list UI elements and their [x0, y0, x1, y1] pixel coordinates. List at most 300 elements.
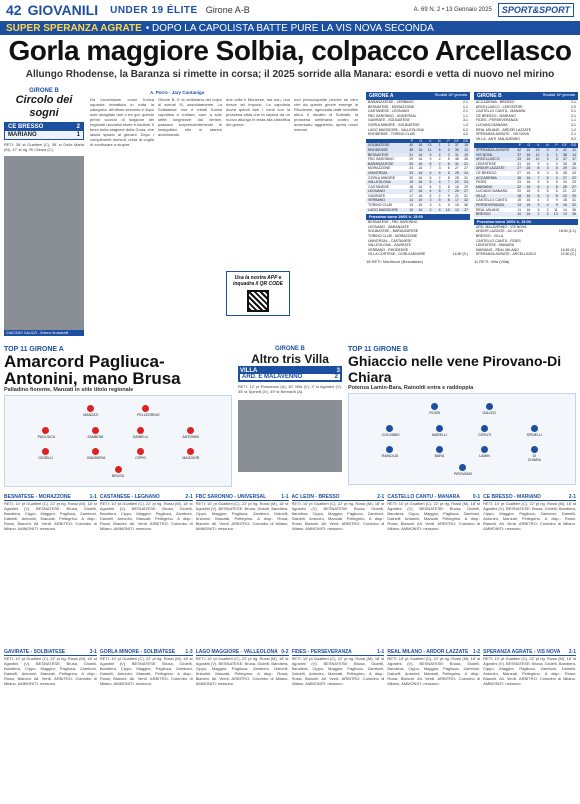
- next-match-row-teams: UNIVERSAL - CASTANESE: [368, 238, 412, 243]
- goals-text: RETI: 38' st Gualtieri (C), 38' st Della Maria (M), 47' st rig. Ri Chiara (C).: [4, 142, 84, 152]
- standings-cell: BRESSO: [476, 212, 491, 217]
- standings-cell: 4: [555, 175, 558, 180]
- player-shirt-icon: [436, 446, 443, 453]
- girone-mid-title: Altro tris Villa: [251, 352, 329, 366]
- result-row-teams: CE BRESSO - MARIANO: [476, 113, 516, 118]
- standings-cell: 6: [447, 166, 450, 171]
- formation-field-b: [348, 393, 576, 485]
- player-marker: [431, 446, 447, 458]
- sub-headline: Allungo Rhodense, la Baranza si rimette in corsa; il 2025 sorride alla Manara: esordi e vetta di nuovo nel mirino: [25, 69, 555, 80]
- standings-cell: 16: [526, 161, 531, 166]
- match-report-text: RETI: 10' pt Gualtieri (C), 22' pt rig. Rossi (M), 18' st Agostini (V). BESNATESE: Brusa, Gioielli, Bandiera, Cippo, Maggior, Pagliuca, Zamboni, Dainelli, Antonini, Manzati, Pellegrino. A disp.: Rossi, Bianchi. All. Verdi. ARBITRO: Colombo di Milano. AMMONITI: nessuno.: [387, 501, 481, 531]
- player-shirt-icon: [531, 425, 538, 432]
- standings-cell: 7: [447, 189, 450, 194]
- standings-cell: 22: [454, 180, 459, 185]
- standings-cell: BESNATESE: [368, 152, 389, 157]
- player-marker: [87, 448, 106, 461]
- standings-cell: 31: [572, 198, 576, 203]
- standings-cell: 14: [572, 152, 576, 157]
- standings-col-header: N: [546, 143, 549, 148]
- standings-cell: 3: [555, 157, 558, 162]
- standings-cell: VALLEOLONA: [368, 180, 391, 185]
- player-name: BANDIERA: [87, 456, 106, 461]
- standings-cell: 6: [555, 184, 558, 189]
- standings-cell: 16: [526, 175, 531, 180]
- standings-cell: VERBANO: [368, 198, 386, 203]
- match-report: [387, 494, 480, 646]
- match-score: 1-1: [377, 648, 385, 655]
- standings-cell: 9: [555, 198, 558, 203]
- player-name: COLOMBO: [381, 432, 400, 437]
- result-row: [474, 137, 578, 142]
- player-marker: [526, 425, 542, 437]
- standings-cell: 13: [562, 212, 567, 217]
- standings-cell: 48: [454, 157, 459, 162]
- standings-cell: 37: [454, 143, 459, 148]
- standings-cell: 16: [418, 198, 423, 203]
- player-name: ANTONINI: [182, 434, 199, 439]
- player-shirt-icon: [187, 427, 194, 434]
- standings-cell: 27: [464, 166, 468, 171]
- standings-cell: 10: [517, 212, 522, 217]
- result-row-teams: GORLA MINORE - SOLBIATESE: [368, 122, 420, 127]
- score-box: [4, 122, 84, 140]
- match-report-header: [292, 494, 385, 501]
- standings-cell: 20: [454, 189, 459, 194]
- standings-col-header: GF: [453, 138, 459, 143]
- result-row-teams: CASTELLO CANTÙ - MANARA: [476, 109, 526, 114]
- match-report-header: [292, 649, 385, 656]
- category-label: UNDER 19 ÉLITE: [110, 4, 198, 16]
- standings-cell: 16: [526, 166, 531, 171]
- standings-cell: VILLA: [476, 193, 486, 198]
- player-marker: [382, 425, 398, 437]
- next-match-row-score: 18:00 (1-1): [558, 229, 576, 234]
- standings-cell: 3: [438, 166, 441, 171]
- match-teams: CE BRESSO - MARIANO: [483, 494, 541, 500]
- standings-cell: CASTANESE: [368, 184, 389, 189]
- standings-cell: 10: [553, 212, 558, 217]
- standings-cell: 15: [454, 203, 459, 208]
- player-marker: [133, 448, 149, 460]
- standings-cell: 2: [546, 207, 549, 212]
- standings-cell: 18: [562, 198, 567, 203]
- standings-cell: ARDOR LAZZATE: [476, 166, 505, 171]
- standings-cell: 2: [438, 193, 441, 198]
- standings-cell: FIDES: [476, 180, 487, 185]
- player-shirt-icon: [481, 425, 488, 432]
- standings-cell: 18: [409, 184, 414, 189]
- standings-cell: 21: [562, 189, 567, 194]
- player-photo: [4, 156, 84, 336]
- standings-cell: 16: [526, 184, 531, 189]
- player-marker: [477, 425, 493, 437]
- standings-cell: 3: [546, 198, 549, 203]
- match-report-text: RETI: 10' pt Gualtieri (C), 22' pt rig. Rossi (M), 18' st Agostini (V). BESNATESE: Brusa, Gioielli, Bandiera, Cippo, Maggior, Pagliuca, Zamboni, Dainelli, Antonini, Manzati, Pellegrino. A disp.: Rossi, Bianchi. All. Verdi. ARBITRO: Colombo di Milano. AMMONITI: nessuno.: [99, 655, 193, 686]
- standings-cell: 36: [572, 207, 576, 212]
- player-shirt-icon: [531, 446, 538, 453]
- standings-cell: 32: [464, 198, 468, 203]
- standings-cell: 27: [517, 170, 522, 175]
- result-row-teams: FBC SARONNO - UNIVERSAL: [368, 113, 417, 118]
- player-marker: [431, 425, 447, 437]
- match-report-header: [387, 494, 480, 501]
- standings-cell: 5: [429, 180, 432, 185]
- app-promo[interactable]: Usa la nostra APP e inquadra il QR CODE: [226, 271, 290, 316]
- standings-cell: 2: [438, 175, 441, 180]
- result-row-teams: REAL MILANO - ARDOR LAZZATE: [476, 127, 532, 132]
- match-report-text: RETI: 10' pt Gualtieri (C), 22' pt rig. Rossi (M), 18' st Agostini (V). BESNATESE: Brusa, Gioielli, Bandiera, Cippo, Maggior, Pagliuca, Zamboni, Dainelli, Antonini, Manzati, Pellegrino. A disp.: Rossi, Bianchi. All. Verdi. ARBITRO: Colombo di Milano. AMMONITI: nessuno.: [291, 655, 385, 686]
- standings-cell: 7: [447, 180, 450, 185]
- next-match-row-teams: VALLEOLONA - GAVIRATE: [368, 243, 411, 248]
- player-shirt-icon: [481, 446, 488, 453]
- standings-cell: 10: [409, 207, 414, 212]
- standings-cell: 9: [447, 193, 450, 198]
- match-score: 2-1: [568, 648, 576, 655]
- player-shirt-icon: [137, 427, 144, 434]
- match-score: 3-1: [89, 648, 97, 655]
- standings-col-header: N: [438, 138, 441, 143]
- standings-cell: 5: [438, 147, 441, 152]
- standings-cell: 5: [429, 184, 432, 189]
- standings-cell: 24: [572, 170, 576, 175]
- standings-cell: 11: [517, 207, 522, 212]
- match-report-text: RETI: 10' pt Gualtieri (C), 22' pt rig. Rossi (M), 18' st Agostini (V). BESNATESE: Brusa, Gioielli, Bandiera, Cippo, Maggior, Pagliuca, Zamboni, Dainelli, Antonini, Manzati, Pellegrino. A disp.: Rossi, Bianchi. All. Verdi. ARBITRO: Colombo di Milano. AMMONITI: nessuno.: [291, 501, 385, 531]
- standings-cell: 12: [464, 147, 468, 152]
- standings-cell: ARCELLASCO: [476, 157, 500, 162]
- standings-cell: 15: [464, 143, 468, 148]
- match-report: [4, 649, 97, 801]
- article-col-1: Da incorniciare, come l'unica squadra imbattuta in tutta la categoria, all'ultimo secondo e dopo aver sbagliato due o tre gol: questo primo scorcio di stagione dei regionali racconta storie e risultati. Il terzo della stagione della Gorla, che lascia spazio ai giovani. Dopo i complimenti ricevuti, resta la voglia di continuare a stupire.: [90, 97, 154, 147]
- top11-a-label: TOP 11 GIRONE A: [4, 346, 64, 353]
- standings-cell: 24: [562, 180, 567, 185]
- standings-cell: 9: [429, 157, 432, 162]
- standings-cell: 17: [409, 189, 414, 194]
- standings-cell: 41: [562, 147, 567, 152]
- standings-cell: 5: [546, 189, 549, 194]
- standings-cell: 6: [447, 161, 450, 166]
- standings-cell: 31: [409, 152, 414, 157]
- standings-cell: 28: [562, 170, 567, 175]
- standings-cell: 13: [535, 147, 540, 152]
- standings-cell: 2: [429, 207, 432, 212]
- result-row-score: 1-2: [570, 127, 576, 132]
- standings-cell: 9: [537, 161, 540, 166]
- standings-cell: 16: [526, 212, 531, 217]
- standings-cell: 8: [447, 198, 450, 203]
- standings-cell: 29: [562, 166, 567, 171]
- standings-cell: SOLBIATESE: [368, 143, 390, 148]
- match-report-header: [387, 649, 480, 656]
- qr-code-icon[interactable]: [247, 290, 269, 312]
- girone-a-next: [366, 220, 470, 257]
- standings-cell: 12: [454, 207, 459, 212]
- standings-cell: 31: [454, 152, 459, 157]
- result-row-score: 1-1: [462, 104, 468, 109]
- match-report-text: RETI: 10' pt Gualtieri (C), 22' pt rig. Rossi (M), 18' st Agostini (V). BESNATESE: Brusa, Gioielli, Bandiera, Cippo, Maggior, Pagliuca, Zamboni, Dainelli, Antonini, Manzati, Pellegrino. A disp.: Rossi, Bianchi. All. Verdi. ARBITRO: Colombo di Milano. AMMONITI: nessuno.: [195, 501, 289, 531]
- match-report-header: [196, 649, 289, 656]
- standings-cell: 8: [537, 166, 540, 171]
- standings-cell: 5: [546, 175, 549, 180]
- standings-cell: 29: [409, 157, 414, 162]
- standings-cell: 28: [464, 157, 468, 162]
- standings-cell: 16: [418, 207, 423, 212]
- standings-cell: 19: [464, 152, 468, 157]
- player-marker: [526, 446, 542, 462]
- match-score: 1-1: [281, 494, 289, 500]
- girone-a-results: [366, 100, 470, 137]
- kicker-highlight: SUPER SPERANZA AGRATE: [6, 22, 142, 34]
- player-name: MAGGIOR: [182, 456, 200, 461]
- standings-cell: 2: [438, 157, 441, 162]
- standings-cell: LUCIANO MANARA: [476, 189, 508, 194]
- standings-cell: 21: [464, 161, 468, 166]
- result-row-teams: LAGO MAGGIORE - VALLEOLONA: [368, 127, 424, 132]
- standings-cell: 11: [572, 147, 576, 152]
- standings-cell: 5: [447, 170, 450, 175]
- player-shirt-icon: [92, 427, 99, 434]
- girone-b-standings: [474, 143, 578, 217]
- standings-cell: 37: [464, 207, 468, 212]
- standings-cell: 27: [517, 166, 522, 171]
- standings-cell: 14: [562, 207, 567, 212]
- player-shirt-icon: [115, 466, 122, 473]
- player-name: ZAMBONI: [87, 434, 104, 439]
- next-match-row-score: 14:30 (S.): [452, 252, 468, 257]
- standings-cell: 5: [438, 198, 441, 203]
- standings-cell: 22: [517, 184, 522, 189]
- standings-cell: 4: [537, 198, 540, 203]
- player-shirt-icon: [486, 403, 493, 410]
- standings-cell: 22: [572, 175, 576, 180]
- result-row-teams: BARANZATESE - VERBANO: [368, 100, 414, 104]
- standings-cell: 40: [409, 143, 414, 148]
- standings-cell: 11: [535, 152, 540, 157]
- standings-cell: 4: [546, 203, 549, 208]
- standings-cell: 4: [546, 184, 549, 189]
- standings-col-header: GS: [462, 138, 468, 143]
- result-row-score: 1-3: [462, 122, 468, 127]
- standings-cell: RHODENSE: [368, 147, 388, 152]
- standings-cell: PERSEVERANZA: [476, 203, 505, 208]
- match-report: [483, 494, 576, 646]
- match-report: [196, 494, 289, 646]
- girone-b-next: [474, 225, 578, 257]
- standings-cell: 24: [409, 166, 414, 171]
- player-name: DI CHIARA: [527, 454, 541, 463]
- player-name: PAGLIUCA: [37, 434, 56, 439]
- standings-cell: 27: [464, 189, 468, 194]
- player-name: LAMIN: [479, 454, 490, 459]
- player-shirt-icon: [431, 403, 438, 410]
- article-col-4: non preoccupante perché se vero che da questo girone emerge la Rhodense, agevolata dalle sconfitte altrui. Il riscatto di Solbiate, la prossima settimana contro un avversario agguerrito, aprirà nuovi scenari.: [294, 97, 358, 132]
- article: [90, 90, 362, 340]
- result-row-score: 2-0: [570, 104, 576, 109]
- match-teams: REAL MILANO - ARDOR LAZZATE: [387, 648, 469, 655]
- standings-cell: 16: [418, 170, 423, 175]
- player-name: BARA: [434, 454, 445, 459]
- match-report-header: [4, 494, 97, 501]
- match-report-text: RETI: 10' pt Gualtieri (C), 22' pt rig. Rossi (M), 18' st Agostini (V). BESNATESE: Brusa, Gioielli, Bandiera, Cippo, Maggior, Pagliuca, Zamboni, Dainelli, Antonini, Manzati, Pellegrino. A disp.: Rossi, Bianchi. All. Verdi. ARBITRO: Colombo di Milano. AMMONITI: nessuno.: [4, 655, 97, 686]
- match-report-text: RETI: 10' pt Gualtieri (C), 22' pt rig. Rossi (M), 18' st Agostini (V). BESNATESE: Brusa, Gioielli, Bandiera, Cippo, Maggior, Pagliuca, Zamboni, Dainelli, Antonini, Manzati, Pellegrino. A disp.: Rossi, Bianchi. All. Verdi. ARBITRO: Colombo di Milano. AMMONITI: nessuno.: [4, 501, 97, 531]
- article-author: A. Porro - Jary Cuntaniga: [150, 90, 205, 95]
- result-row-teams: RHODENSE - TORINO CLUB: [368, 132, 415, 137]
- standings-col-header: P: [410, 138, 414, 143]
- standings-cell: 16: [526, 198, 531, 203]
- standings-cell: 16: [526, 147, 531, 152]
- standings-col-header: G: [419, 138, 423, 143]
- standings-cell: 9: [429, 152, 432, 157]
- player-marker: [38, 427, 54, 439]
- girone-a-scorers: 18 RETI: Manfrucci (Besnatese): [366, 259, 423, 264]
- kicker-text: • DOPO LA CAPOLISTA BATTE PURE LA VIS NOVA SECONDA: [145, 22, 434, 34]
- standings-cell: 15: [517, 198, 522, 203]
- standings-cell: 5: [555, 166, 558, 171]
- player-marker: [110, 466, 126, 478]
- girone-b-header: GIRONE B Risultati 16ª giornata: [474, 92, 578, 100]
- standings-cell: 16: [526, 170, 531, 175]
- match-teams: GAVIRATE - SOLBIATESE: [4, 648, 66, 655]
- standings-cell: 5: [447, 157, 450, 162]
- standings-cell: 5: [438, 189, 441, 194]
- standings-cell: REAL MILANO: [476, 207, 500, 212]
- standings-cell: 3: [537, 203, 540, 208]
- top11-b-label: TOP 11 GIRONE B: [348, 346, 409, 353]
- standings-cell: GORLA MINORE: [368, 175, 396, 180]
- girone-b-results: [474, 100, 578, 141]
- player-shirt-icon: [386, 425, 393, 432]
- standings-cell: 3: [555, 161, 558, 166]
- standings-cell: 24: [464, 180, 468, 185]
- next-match-row-teams: LENTATESE - MANARA: [476, 243, 514, 248]
- standings-cell: 3: [438, 184, 441, 189]
- player-marker: [477, 446, 493, 458]
- standings-cell: 26: [517, 175, 522, 180]
- photo-caption: GIACOMO GALIZZI - Entra e fa sfracelli: [4, 330, 84, 336]
- player-marker: [182, 427, 198, 439]
- standings-cell: 13: [517, 203, 522, 208]
- standings-cell: 16: [418, 147, 423, 152]
- standings-cell: 10: [445, 207, 450, 212]
- next-match-row-teams: BESNATESE - FBC SARONNO: [368, 220, 418, 225]
- standings-cell: 3: [546, 193, 549, 198]
- standings-cell: 5: [555, 180, 558, 185]
- player-name: GALIZZI: [482, 411, 496, 415]
- player-name: SPINELLI: [526, 432, 542, 437]
- match-report: [292, 649, 385, 801]
- girone-mid-goals: RETI: 12' pt Romanoni (A), 30' Villa (V), 3' st Agostini (V), 35' st Spinelli (V), 49' st Bernardi (A).: [238, 384, 342, 394]
- standings-cell: 5: [438, 170, 441, 175]
- player-marker: [38, 448, 54, 460]
- standings-cell: 29: [572, 193, 576, 198]
- standings-cell: 16: [526, 193, 531, 198]
- standings-cell: 16: [418, 161, 423, 166]
- standings-cell: GAVIRATE: [368, 193, 386, 198]
- standings-cell: 10: [535, 157, 540, 162]
- match-report-text: RETI: 10' pt Gualtieri (C), 22' pt rig. Rossi (M), 18' st Agostini (V). BESNATESE: Brusa, Gioielli, Bandiera, Cippo, Maggior, Pagliuca, Zamboni, Dainelli, Antonini, Manzati, Pellegrino. A disp.: Rossi, Bianchi. All. Verdi. ARBITRO: Colombo di Milano. AMMONITI: nessuno.: [483, 655, 576, 686]
- standings-cell: 16: [418, 193, 423, 198]
- standings-cell: 7: [537, 175, 540, 180]
- standings-cell: 6: [537, 184, 540, 189]
- standings-cell: 16: [526, 189, 531, 194]
- standings-cell: 33: [517, 157, 522, 162]
- standings-cell: 31: [464, 193, 468, 198]
- player-marker: [87, 427, 103, 439]
- player-name: PIROVANO: [454, 472, 473, 477]
- result-row-score: 0-2: [462, 127, 468, 132]
- score-team-1: CE BRESSO 2: [5, 123, 83, 131]
- standings-cell: 20: [562, 193, 567, 198]
- top11-a-title: Amarcord Pagliuca-Antonini, mano Brusa: [4, 352, 181, 388]
- player-name: MANZATI: [83, 413, 99, 417]
- match-report-header: [483, 494, 576, 501]
- result-row-score: 3-2: [570, 136, 576, 141]
- standings-cell: 28: [454, 175, 459, 180]
- section-title: GIOVANILI: [27, 2, 99, 18]
- match-teams: SPERANZA AGRATE - VIS NOVA: [483, 648, 561, 655]
- girone-mid-score: VILLA 3 ARD. E MALAVENNO 2: [240, 368, 340, 380]
- standings-col-header: GF: [561, 143, 567, 148]
- standings-cell: 11: [427, 147, 432, 152]
- result-row-score: 2-1: [570, 100, 576, 104]
- standings-cell: SPERANZA AGRATE: [476, 147, 510, 152]
- standings-cell: 33: [562, 161, 567, 166]
- match-score: 2-1: [568, 494, 576, 500]
- match-report: [387, 649, 480, 801]
- next-match-row-teams: VILLA CORTESE - GORLA MINORE: [368, 252, 426, 257]
- match-teams: CASTELLO CANTÙ - MANARA: [387, 494, 460, 500]
- player-marker: [133, 427, 149, 439]
- standings-cell: 0: [555, 147, 558, 152]
- result-row-teams: LUCIANO MANARA: [476, 122, 508, 127]
- standings-cell: 23: [572, 180, 576, 185]
- girone-label: GIRONE B: [29, 88, 59, 94]
- match-report: [100, 494, 193, 646]
- standings-cell: 3: [546, 157, 549, 162]
- standings-col-header: P: [518, 143, 522, 148]
- match-teams: FIDES - PERSEVERANZA: [291, 648, 352, 655]
- standings-cell: 0: [447, 147, 450, 152]
- standings-cell: 32: [572, 203, 576, 208]
- next-match-row-teams: VERBANO - RHODENSE: [368, 247, 409, 252]
- player-shirt-icon: [386, 446, 393, 453]
- match-report-header: [196, 494, 289, 501]
- match-score: 1-3: [185, 648, 193, 655]
- result-row-score: 1-1: [570, 118, 576, 123]
- issue-date: A. 69 N. 2 • 13 Gennaio 2025: [413, 7, 492, 13]
- girone-a-table: [366, 92, 470, 342]
- standings-cell: 6: [537, 180, 540, 185]
- standings-cell: 16: [418, 166, 423, 171]
- standings-cell: 3: [429, 203, 432, 208]
- player-name: ROSSI: [429, 411, 441, 415]
- standings-cell: 6: [429, 175, 432, 180]
- result-row-score: 2-1: [462, 100, 468, 104]
- top11-b: [348, 346, 576, 488]
- standings-cell: 38: [409, 147, 414, 152]
- article-col-2: Girone B. E la settimana del colpo di scena! Sì, assolutamente. La Solbiatese non è infatti l'unica capolista a crollare, anzi: a sole sette lunghezze dal vertice, passano sorprendentemente le inseguitrici che si stanno avvicinando.: [158, 97, 222, 137]
- group-label: Girone A-B: [205, 5, 250, 15]
- match-score: 0-1: [472, 494, 481, 500]
- result-row-score: 1-1: [462, 113, 468, 118]
- match-teams: FBC SARONNO - UNIVERSAL: [195, 494, 267, 500]
- match-report: [100, 649, 193, 801]
- standings-cell: 14: [409, 198, 414, 203]
- standings-col-header: P: [555, 143, 558, 148]
- standings-cell: 5: [429, 193, 432, 198]
- standings-cell: 4: [546, 212, 549, 217]
- match-report: [196, 649, 289, 801]
